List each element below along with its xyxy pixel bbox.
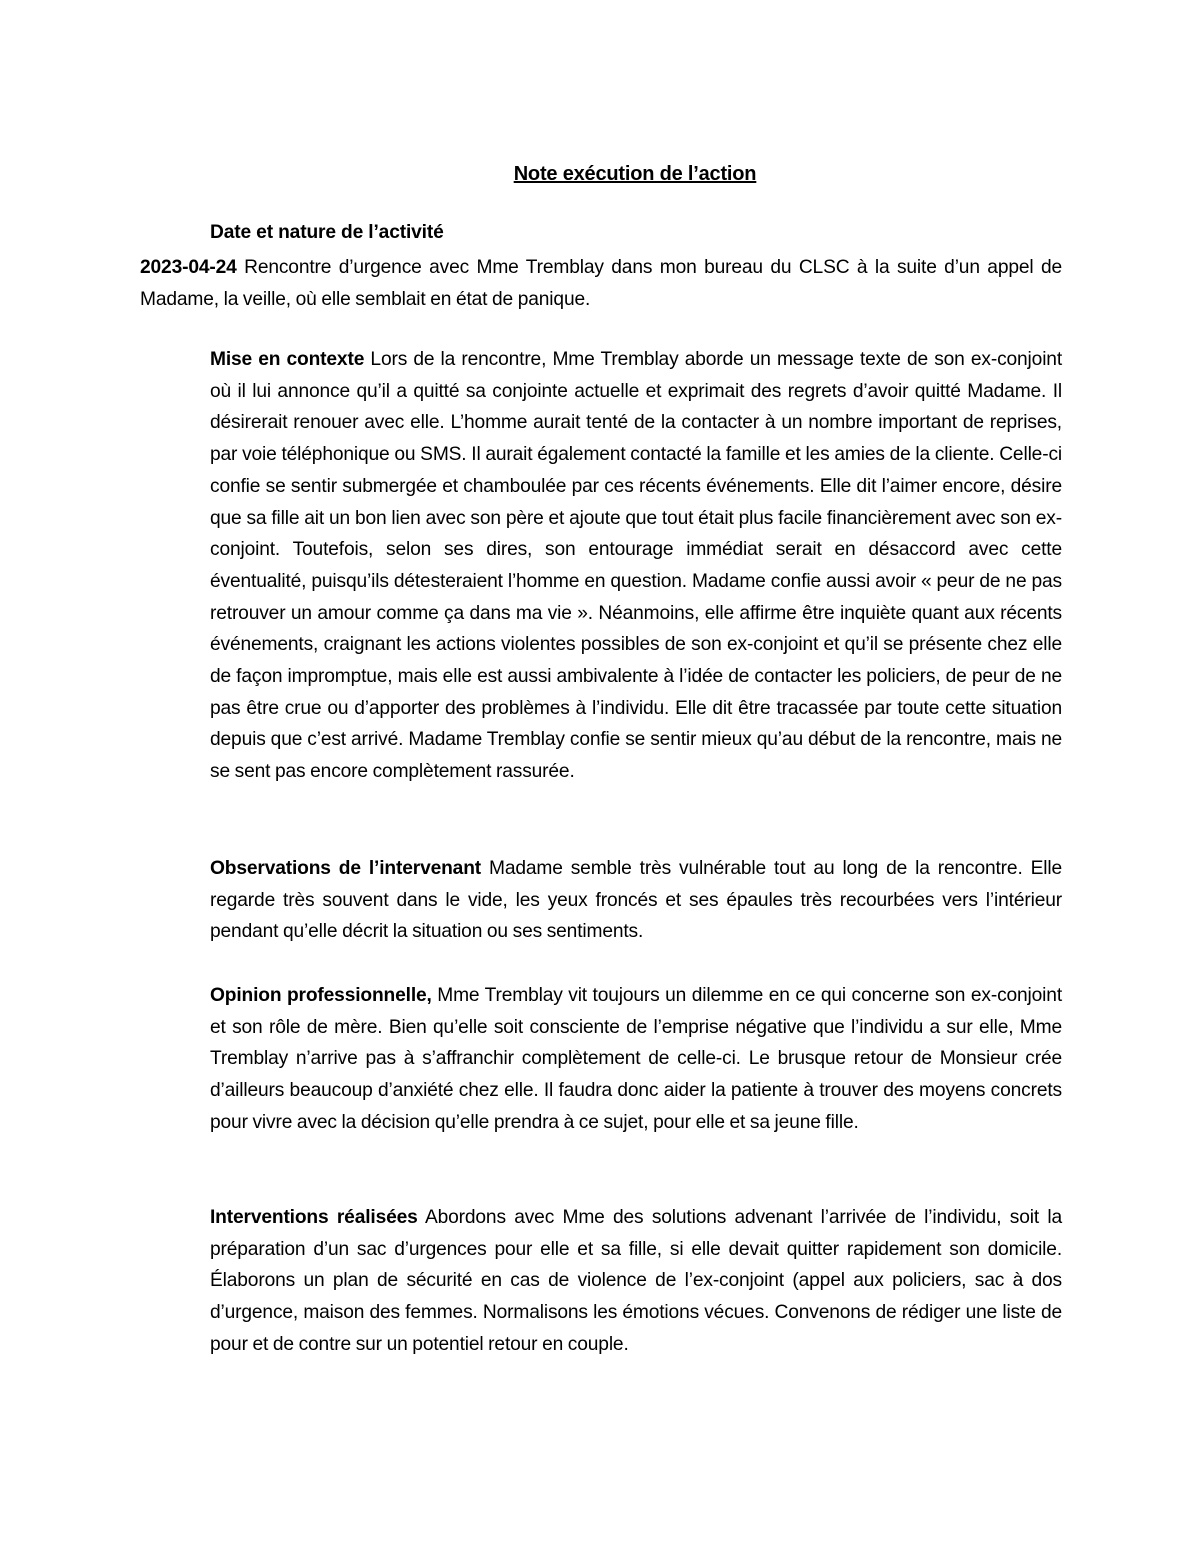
observations-label: Observations de l’intervenant xyxy=(210,858,482,879)
opinion-text: Mme Tremblay vit toujours un dilemme en ce qui concerne son ex-conjoint et son rôle de mère. Bien qu’elle soit consciente de l’emprise négative que l’individu a sur elle, Mme Tremblay n’arrive pas à s’affranchir complètement de celle-ci. Le brusque retour de Monsieur crée d’ailleurs beaucoup d’anxiété chez elle. Il faudra donc aider la patiente à trouver des moyens concrets pour vivre avec la décision qu’elle prendra à ce sujet, pour elle et sa jeune fille. xyxy=(210,985,1062,1133)
activity-date: 2023-04-24 xyxy=(140,257,237,278)
context-text: Lors de la rencontre, Mme Tremblay aborde un message texte de son ex-conjoint où il lui annonce qu’il a quitté sa conjointe actuelle et exprimait des regrets d’avoir quitté Madame. Il désirerait renouer avec elle. L’homme aurait tenté de la contacter à un nombre important de reprises, par voie téléphonique ou SMS. Il aurait également contacté la famille et les amies de la cliente. Celle-ci confie se sentir submergée et chamboulée par ces récents événements. Elle dit l’aimer encore, désire que sa fille ait un bon lien avec son père et ajoute que tout était plus facile financièrement avec son ex-conjoint. Toutefois, selon ses dires, son entourage immédiat serait en désaccord avec cette éventualité, puisqu’ils détesteraient l’homme en question. Madame confie aussi avoir « peur de ne pas retrouver un amour comme ça dans ma vie ». Néanmoins, elle affirme être inquiète quant aux récents événements, craignant les actions violentes possibles de son ex-conjoint et qu’il se présente chez elle de façon impromptue, mais elle est aussi ambivalente à l’idée de contacter les policiers, de peur de ne pas être crue ou d’apporter des problèmes à l’individu. Elle dit être tracassée par toute cette situation depuis que c’est arrivé. Madame Tremblay confie se sentir mieux qu’au début de la rencontre, mais ne se sent pas encore complètement rassurée. xyxy=(210,349,1063,783)
date-section-paragraph xyxy=(140,252,1062,315)
document-title: Note exécution de l’action xyxy=(513,163,757,185)
interventions-label: Interventions réalisées xyxy=(210,1207,418,1228)
activity-description: Rencontre d’urgence avec Mme Tremblay dans mon bureau du CLSC à la suite d’un appel de Madame, la veille, où elle semblait en état de panique. xyxy=(140,257,1062,310)
opinion-section xyxy=(210,980,1062,1139)
context-section xyxy=(210,344,1062,788)
date-section-heading: Date et nature de l’activité xyxy=(210,222,444,243)
interventions-section xyxy=(210,1202,1062,1361)
context-label: Mise en contexte xyxy=(210,349,365,370)
interventions-text: Abordons avec Mme des solutions advenant l’arrivée de l’individu, soit la préparation d’un sac d’urgences pour elle et sa fille, si elle devait quitter rapidement son domicile. Élaborons un plan de sécurité en cas de violence de l’ex-conjoint (appel aux policiers, sac à dos d’urgence, maison des femmes. Normalisons les émotions vécues. Convenons de rédiger une liste de pour et de contre sur un potentiel retour en couple. xyxy=(210,1207,1062,1355)
observations-text: Madame semble très vulnérable tout au long de la rencontre. Elle regarde très souvent dans le vide, les yeux froncés et ses épaules très recourbées vers l’intérieur pendant qu’elle décrit la situation ou ses sentiments. xyxy=(210,858,1062,943)
observations-section xyxy=(210,853,1062,948)
opinion-label: Opinion professionnelle, xyxy=(210,985,432,1006)
